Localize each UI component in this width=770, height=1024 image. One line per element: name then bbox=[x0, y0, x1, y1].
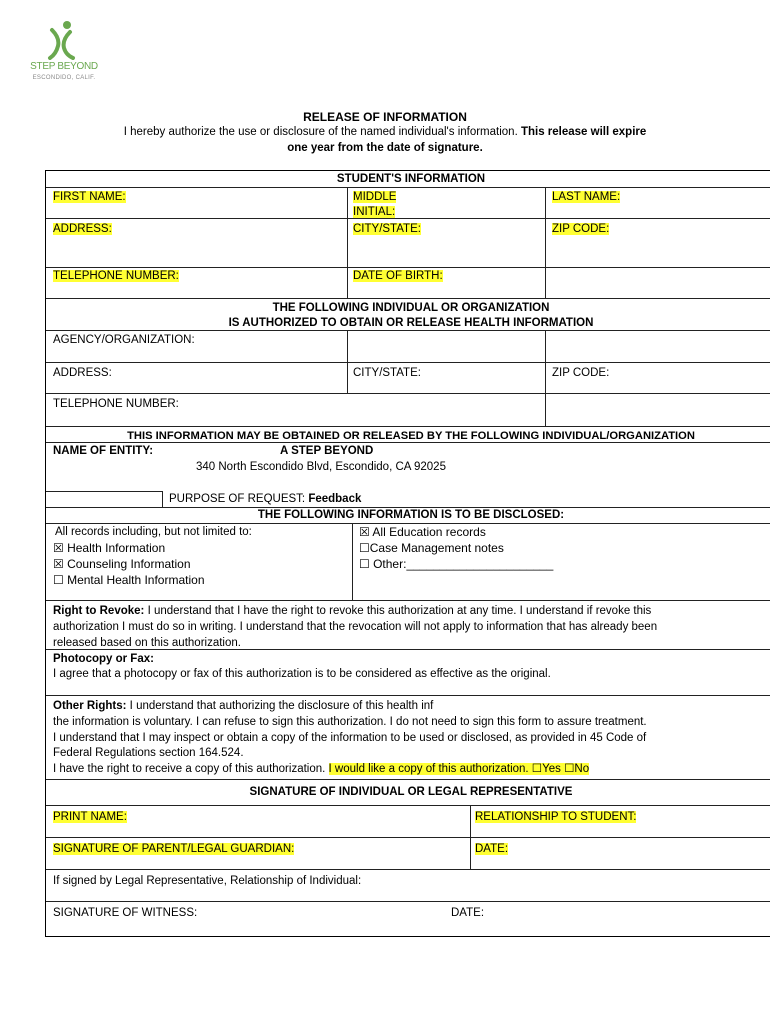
org-telephone-label[interactable]: TELEPHONE NUMBER: bbox=[53, 398, 179, 410]
agency-label[interactable]: AGENCY/ORGANIZATION: bbox=[53, 334, 195, 346]
logo bbox=[22, 20, 106, 86]
case-management-checkbox[interactable]: ☐Case Management notes bbox=[359, 541, 504, 555]
mental-health-checkbox[interactable]: ☐ Mental Health Information bbox=[53, 573, 205, 587]
first-name-label[interactable]: FIRST NAME: bbox=[53, 191, 126, 203]
release-form bbox=[45, 170, 770, 937]
student-address-label[interactable]: ADDRESS: bbox=[53, 223, 112, 235]
other-rights-line-4: Federal Regulations section 164.524. bbox=[53, 747, 244, 759]
org-heading-1: THE FOLLOWING INDIVIDUAL OR ORGANIZATION bbox=[272, 302, 550, 314]
legal-rep-label[interactable]: If signed by Legal Representative, Relationship of Individual: bbox=[53, 875, 362, 887]
counseling-info-checkbox[interactable]: ☒ Counseling Information bbox=[53, 557, 191, 571]
photocopy-text: I agree that a photocopy or fax of this authorization is to be considered as effective as the original. bbox=[53, 668, 551, 680]
records-intro: All records including, but not limited to: bbox=[55, 526, 252, 538]
org-city-state-label[interactable]: CITY/STATE: bbox=[353, 367, 421, 379]
student-city-state-label[interactable]: CITY/STATE: bbox=[353, 223, 421, 235]
middle-initial-label[interactable]: MIDDLE bbox=[353, 191, 397, 203]
copy-request-checkboxes[interactable]: I would like a copy of this authorization. ☐Yes ☐No bbox=[328, 763, 590, 775]
print-name-label[interactable]: PRINT NAME: bbox=[53, 811, 127, 823]
purpose-of-request[interactable]: PURPOSE OF REQUEST: Feedback bbox=[169, 493, 362, 505]
logo-tagline: ESCONDIDO, CALIF. bbox=[32, 75, 96, 81]
other-checkbox[interactable]: ☐ Other:______________________ bbox=[359, 557, 554, 571]
health-info-checkbox[interactable]: ☒ Health Information bbox=[53, 541, 166, 555]
revoke-line-2: authorization I must do so in writing. I understand that the revocation will not apply to information that has already been bbox=[53, 621, 658, 633]
logo-figure-icon bbox=[46, 20, 76, 60]
entity-heading: THIS INFORMATION MAY BE OBTAINED OR RELEASED BY THE FOLLOWING INDIVIDUAL/ORGANIZATION bbox=[127, 430, 695, 442]
signature-heading: SIGNATURE OF INDIVIDUAL OR LEGAL REPRESENTATIVE bbox=[249, 786, 573, 798]
photocopy-label: Photocopy or Fax: bbox=[53, 653, 154, 665]
entity-address: 340 North Escondido Blvd, Escondido, CA 92025 bbox=[196, 461, 446, 473]
student-zip-label[interactable]: ZIP CODE: bbox=[552, 223, 610, 235]
intro-line-1: I hereby authorize the use or disclosure of the named individual's information. This release will expire bbox=[123, 126, 647, 138]
org-zip-label[interactable]: ZIP CODE: bbox=[552, 367, 610, 379]
entity-name: A STEP BEYOND bbox=[280, 445, 374, 457]
page-title: RELEASE OF INFORMATION bbox=[303, 110, 467, 124]
entity-label: NAME OF ENTITY: bbox=[53, 445, 154, 457]
other-rights-line-5: I have the right to receive a copy of this authorization. I would like a copy of this authorization. ☐Yes ☐No bbox=[53, 763, 590, 775]
middle-initial-label-2[interactable]: INITIAL: bbox=[353, 206, 396, 218]
witness-date-label[interactable]: DATE: bbox=[451, 907, 485, 919]
other-rights-line-1: Other Rights: I understand that authorizing the disclosure of this health inf bbox=[53, 700, 434, 712]
witness-signature-label[interactable]: SIGNATURE OF WITNESS: bbox=[53, 907, 198, 919]
disclosed-heading: THE FOLLOWING INFORMATION IS TO BE DISCLOSED: bbox=[257, 509, 565, 521]
revoke-line-3: released based on this authorization. bbox=[53, 637, 241, 649]
revoke-line-1: Right to Revoke: I understand that I have the right to revoke this authorization at any time. I understand if revoke this bbox=[53, 605, 652, 617]
org-heading-2: IS AUTHORIZED TO OBTAIN OR RELEASE HEALTH INFORMATION bbox=[228, 317, 594, 329]
logo-name: STEP BEYOND bbox=[30, 61, 98, 72]
intro-line-2: one year from the date of signature. bbox=[287, 142, 483, 154]
other-rights-line-2: the information is voluntary. I can refuse to sign this authorization. I do not need to sign this form to assure treatment. bbox=[53, 716, 647, 728]
last-name-label[interactable]: LAST NAME: bbox=[552, 191, 621, 203]
education-records-checkbox[interactable]: ☒ All Education records bbox=[359, 525, 486, 539]
relationship-label[interactable]: RELATIONSHIP TO STUDENT: bbox=[475, 811, 637, 823]
parent-signature-label[interactable]: SIGNATURE OF PARENT/LEGAL GUARDIAN: bbox=[53, 843, 295, 855]
student-heading: STUDENT'S INFORMATION bbox=[336, 173, 486, 185]
org-address-label[interactable]: ADDRESS: bbox=[53, 367, 112, 379]
student-telephone-label[interactable]: TELEPHONE NUMBER: bbox=[53, 270, 179, 282]
other-rights-line-3: I understand that I may inspect or obtain a copy of the information to be used or disclosed, as provided in 45 Code of bbox=[53, 732, 647, 744]
dob-label[interactable]: DATE OF BIRTH: bbox=[353, 270, 443, 282]
signature-date-label[interactable]: DATE: bbox=[475, 843, 509, 855]
